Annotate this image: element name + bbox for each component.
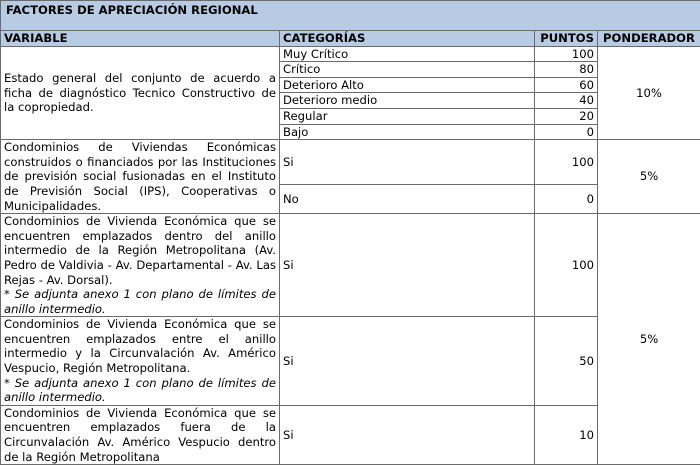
- anexo-note: * Se adjunta anexo 1 con plano de límites de anillo intermedio.: [4, 376, 276, 405]
- variable-text: Condominios de Vivienda Económica que se encuentren emplazados entre el anillo intermedio y la Circunvalación Av. Américo Vespucio, Región Metropolitana.: [4, 317, 276, 375]
- table-row: [1, 46, 700, 62]
- puntos-cell: 100: [535, 214, 598, 317]
- ponderador-viviendas-economicas: 5%: [598, 140, 700, 214]
- puntos-cell: 80: [535, 62, 598, 78]
- categoria-cell: Si: [280, 317, 535, 406]
- categoria-cell: Deterioro Alto: [280, 77, 535, 93]
- table-row: [1, 140, 700, 185]
- variable-viviendas-economicas: Condominios de Viviendas Económicas construidos o financiados por las Instituciones de previsión social fusionadas en el Instituto de Previsión Social (IPS), Cooperativas o Municipalidades.: [1, 140, 280, 214]
- header-puntos: PUNTOS: [535, 31, 598, 47]
- table-title: FACTORES DE APRECIACIÓN REGIONAL: [1, 1, 700, 31]
- anexo-note: * Se adjunta anexo 1 con plano de límites de anillo intermedio.: [4, 287, 276, 316]
- puntos-cell: 100: [535, 140, 598, 185]
- header-variable: VARIABLE: [1, 31, 280, 47]
- variable-anillo-intermedio: [1, 214, 280, 317]
- puntos-cell: 50: [535, 317, 598, 406]
- ponderador-estado-general: 10%: [598, 46, 700, 140]
- puntos-cell: 0: [535, 124, 598, 140]
- header-row: [1, 31, 700, 47]
- puntos-cell: 20: [535, 108, 598, 124]
- categoria-cell: Crítico: [280, 62, 535, 78]
- variable-estado-general: Estado general del conjunto de acuerdo a ficha de diagnóstico Tecnico Constructivo de la copropiedad.: [1, 46, 280, 140]
- categoria-cell: Si: [280, 405, 535, 464]
- categoria-cell: Deterioro medio: [280, 93, 535, 109]
- ponderador-ubicacion: 5%: [598, 214, 700, 465]
- puntos-cell: 100: [535, 46, 598, 62]
- table-row: [1, 405, 700, 464]
- variable-text: Condominios de Vivienda Económica que se encuentren emplazados dentro del anillo intermedio de la Región Metropolitana (Av. Pedro de Valdivia - Av. Departamental - Av. Las Rejas - Av. Dorsal).: [4, 214, 276, 286]
- categoria-cell: Bajo: [280, 124, 535, 140]
- categoria-cell: Si: [280, 214, 535, 317]
- categoria-cell: Si: [280, 140, 535, 185]
- puntos-cell: 40: [535, 93, 598, 109]
- puntos-cell: 0: [535, 184, 598, 213]
- puntos-cell: 60: [535, 77, 598, 93]
- title-row: [1, 1, 700, 31]
- categoria-cell: No: [280, 184, 535, 213]
- categoria-cell: Muy Crítico: [280, 46, 535, 62]
- variable-fuera-circunvalacion: Condominios de Vivienda Económica que se encuentren emplazados fuera de la Circunvalación Av. Américo Vespucio dentro de la Región Metropolitana: [1, 405, 280, 464]
- header-categorias: CATEGORÍAS: [280, 31, 535, 47]
- categoria-cell: Regular: [280, 108, 535, 124]
- puntos-cell: 10: [535, 405, 598, 464]
- table-row: [1, 214, 700, 317]
- header-ponderador: PONDERADOR: [598, 31, 700, 47]
- variable-circunvalacion: [1, 317, 280, 406]
- table-row: [1, 317, 700, 406]
